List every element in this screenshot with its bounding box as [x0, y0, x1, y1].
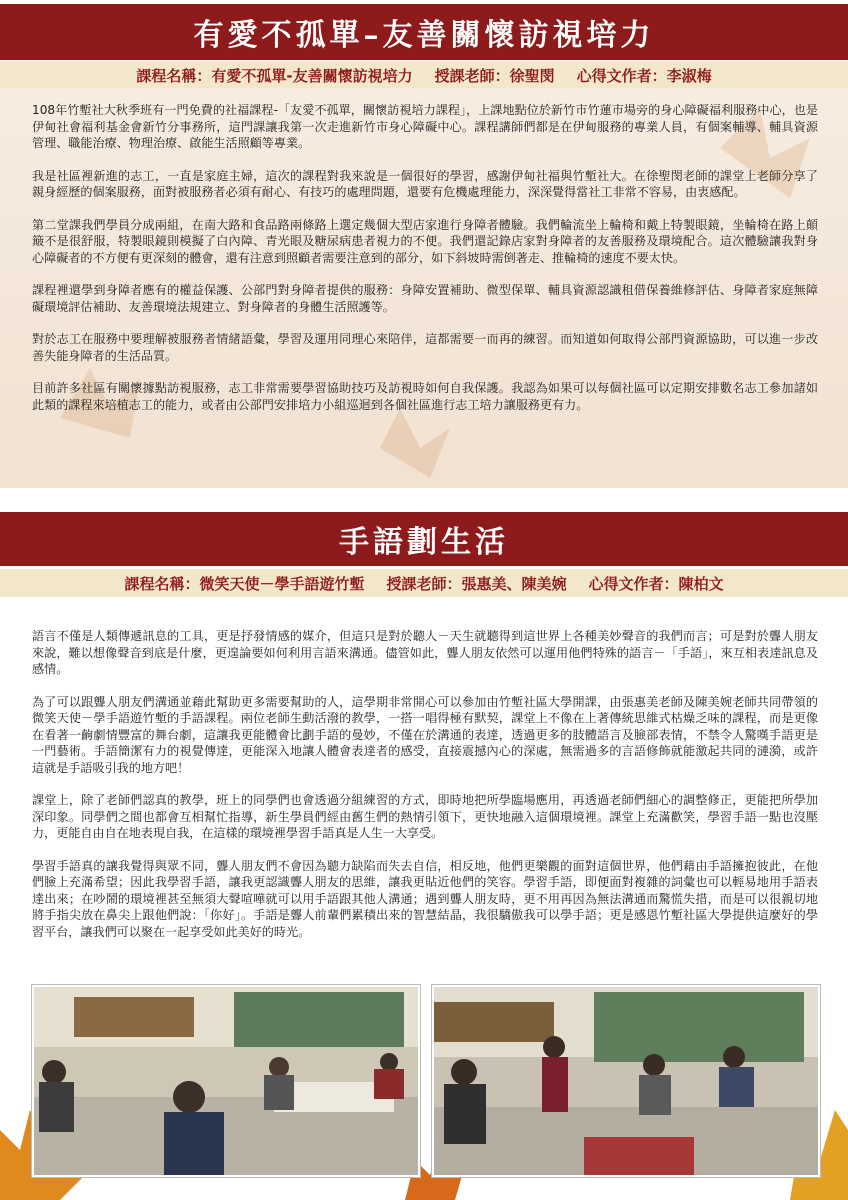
section2-paragraph: 學習手語真的讓我覺得與眾不同，聾人朋友們不會因為聽力缺陷而失去自信，相反地，他們更樂觀的面對這個世界，他們藉由手語擁抱彼此，在他們臉上充滿希望；因此我學習手語，讓我更認識聾人朋友的思維，讓我更貼近他們的笑容。學習手語，即便面對複雜的詞彙也可以輕易地用手語表達出來；在吵鬧的環境裡甚至無須大聲喧嘩就可以用手語跟其他人溝通；遇到聾人朋友時，更不用再因為無法溝通而驚慌失措，而是可以很親切地將手指尖放在鼻尖上跟他們說：「你好」。手語是聾人前輩們累積出來的智慧結晶，我很驕傲我可以學手語；更是感恩竹塹社區大學提供這麼好的學習平台，讓我們可以聚在一起享受如此美好的時光。	[32, 858, 818, 939]
section2-banner	[0, 512, 848, 566]
section1-banner	[0, 4, 848, 60]
section1-teacher: 授課老師：徐聖閔	[434, 66, 555, 85]
section1-author: 心得文作者：李淑梅	[576, 66, 712, 85]
section2-title: 手語劃生活	[339, 525, 509, 560]
section2-author: 心得文作者：陳柏文	[588, 574, 724, 593]
section2-course-name: 課程名稱：微笑天使－學手語遊竹塹	[124, 574, 365, 593]
section1-paragraph: 108年竹塹社大秋季班有一門免費的社福課程-「友愛不孤單，關懷訪視培力課程」，上課地點位於新竹市竹蓮市場旁的身心障礙福利服務中心，也是伊甸社會福利基金會新竹分事務所，這門課讓我第一次走進新竹市身心障礙中心。課程講師們都是在伊甸服務的專業人員，有個案輔導、輔具資源管理、職能治療、物理治療、啟能生活照顧等專業。	[32, 103, 818, 150]
section2-paragraph: 課堂上，除了老師們認真的教學，班上的同學們也會透過分組練習的方式，即時地把所學臨場應用，再透過老師們細心的調整修正，更能把所學加深印象。同學們之間也都會互相幫忙指導，新生學員們經由舊生們的熱情引領下，更快地融入這個環境裡。課堂上充滿歡笑，學習手語一點也沒壓力，更能自由自在地表現自我，在這樣的環境裡學習手語真是人生一大享受。	[32, 793, 818, 840]
section1-panel	[0, 88, 848, 488]
section2-body	[32, 628, 818, 956]
section1-paragraph: 對於志工在服務中要理解被服務者情緒語彙，學習及運用同理心來陪伴，這都需要一而再的練習。而知道如何取得公部門資源協助，可以進一步改善失能身障者的生活品質。	[32, 332, 818, 363]
section1-paragraph: 課程裡還學到身障者應有的權益保護、公部門對身障者提供的服務：身障安置補助、微型保單、輔具資源認識租借保養維修評估、身障者家庭無障礙環境評估補助、友善環境法規建立、對身障者的身體生活照護等。	[32, 283, 818, 314]
section2-paragraph: 為了可以跟聾人朋友們溝通並藉此幫助更多需要幫助的人，這學期非常開心可以參加由竹塹社區大學開課，由張惠美老師及陳美婉老師共同帶領的微笑天使－學手語遊竹塹的手語課程。兩位老師生動活潑的教學，一搭一唱得極有默契，課堂上不像在上著傳統思維式枯燥乏味的課程，而是更像在看著一齣劇情豐富的舞台劇，這讓我更能體會比劃手語的曼妙，不僅在於溝通的表達，透過更多的肢體語言及臉部表情，不禁令人驚嘆手語更是一門藝術。手語簡潔有力的視覺傳達，更能深入地讓人體會表達者的感受，直接震撼內心的深處，無需過多的言語修飾就能激起共同的漣漪，或許這就是手語吸引我的地方吧！	[32, 694, 818, 775]
section1-body	[32, 102, 818, 429]
section1-title: 有愛不孤單–友善關懷訪視培力	[193, 18, 655, 53]
section1-paragraph: 目前許多社區有關懷據點訪視服務，志工非常需要學習協助技巧及訪視時如何自我保護。我認為如果可以每個社區可以定期安排數名志工參加諸如此類的課程來培植志工的能力，或者由公部門安排培力小組巡迴到各個社區進行志工培力讓服務更有力。	[32, 381, 818, 412]
section1-course-name: 課程名稱：有愛不孤單-友善關懷訪視培力	[136, 66, 413, 85]
classroom-photo-2	[432, 985, 820, 1177]
section2-paragraph: 語言不僅是人類傳遞訊息的工具，更是抒發情感的媒介，但這只是對於聽人－天生就聽得到這世界上各種美妙聲音的我們而言；可是對於聾人朋友來說，難以想像聲音到底是什麼，更遑論要如何利用言語來溝通。儘管如此，聾人朋友依然可以運用他們特殊的語言－「手語」，來互相表達訊息及感情。	[32, 629, 818, 676]
section2-info-bar	[0, 569, 848, 597]
section1-info-bar	[0, 61, 848, 89]
section1-paragraph: 我是社區裡新進的志工，一直是家庭主婦，這次的課程對我來說是一個很好的學習，感謝伊甸社福與竹塹社大。在徐聖閔老師的課堂上老師分享了親身經歷的個案服務，面對被服務者必須有耐心、有技巧的處理問題，還要有危機處理能力，深深覺得當社工非常不容易，由衷感配。	[32, 168, 818, 199]
section1-paragraph: 第二堂課我們學員分成兩組，在南大路和食品路兩條路上選定幾個大型店家進行身障者體驗。我們輪流坐上輪椅和戴上特製眼鏡，坐輪椅在路上顛簸不是很舒服，特製眼鏡則模擬了白內障、青光眼及糖尿病患者視力的不便。我們還記錄店家對身障者的友善服務及環境配合。這次體驗讓我對身心障礙者的不方便有更深刻的體會，還有注意到照顧者需要注意到的部分，如下斜坡時需倒著走、推輪椅的速度不要太快。	[32, 217, 818, 265]
section2-teacher: 授課老師：張惠美、陳美婉	[386, 574, 567, 593]
classroom-photo-1	[32, 985, 420, 1177]
